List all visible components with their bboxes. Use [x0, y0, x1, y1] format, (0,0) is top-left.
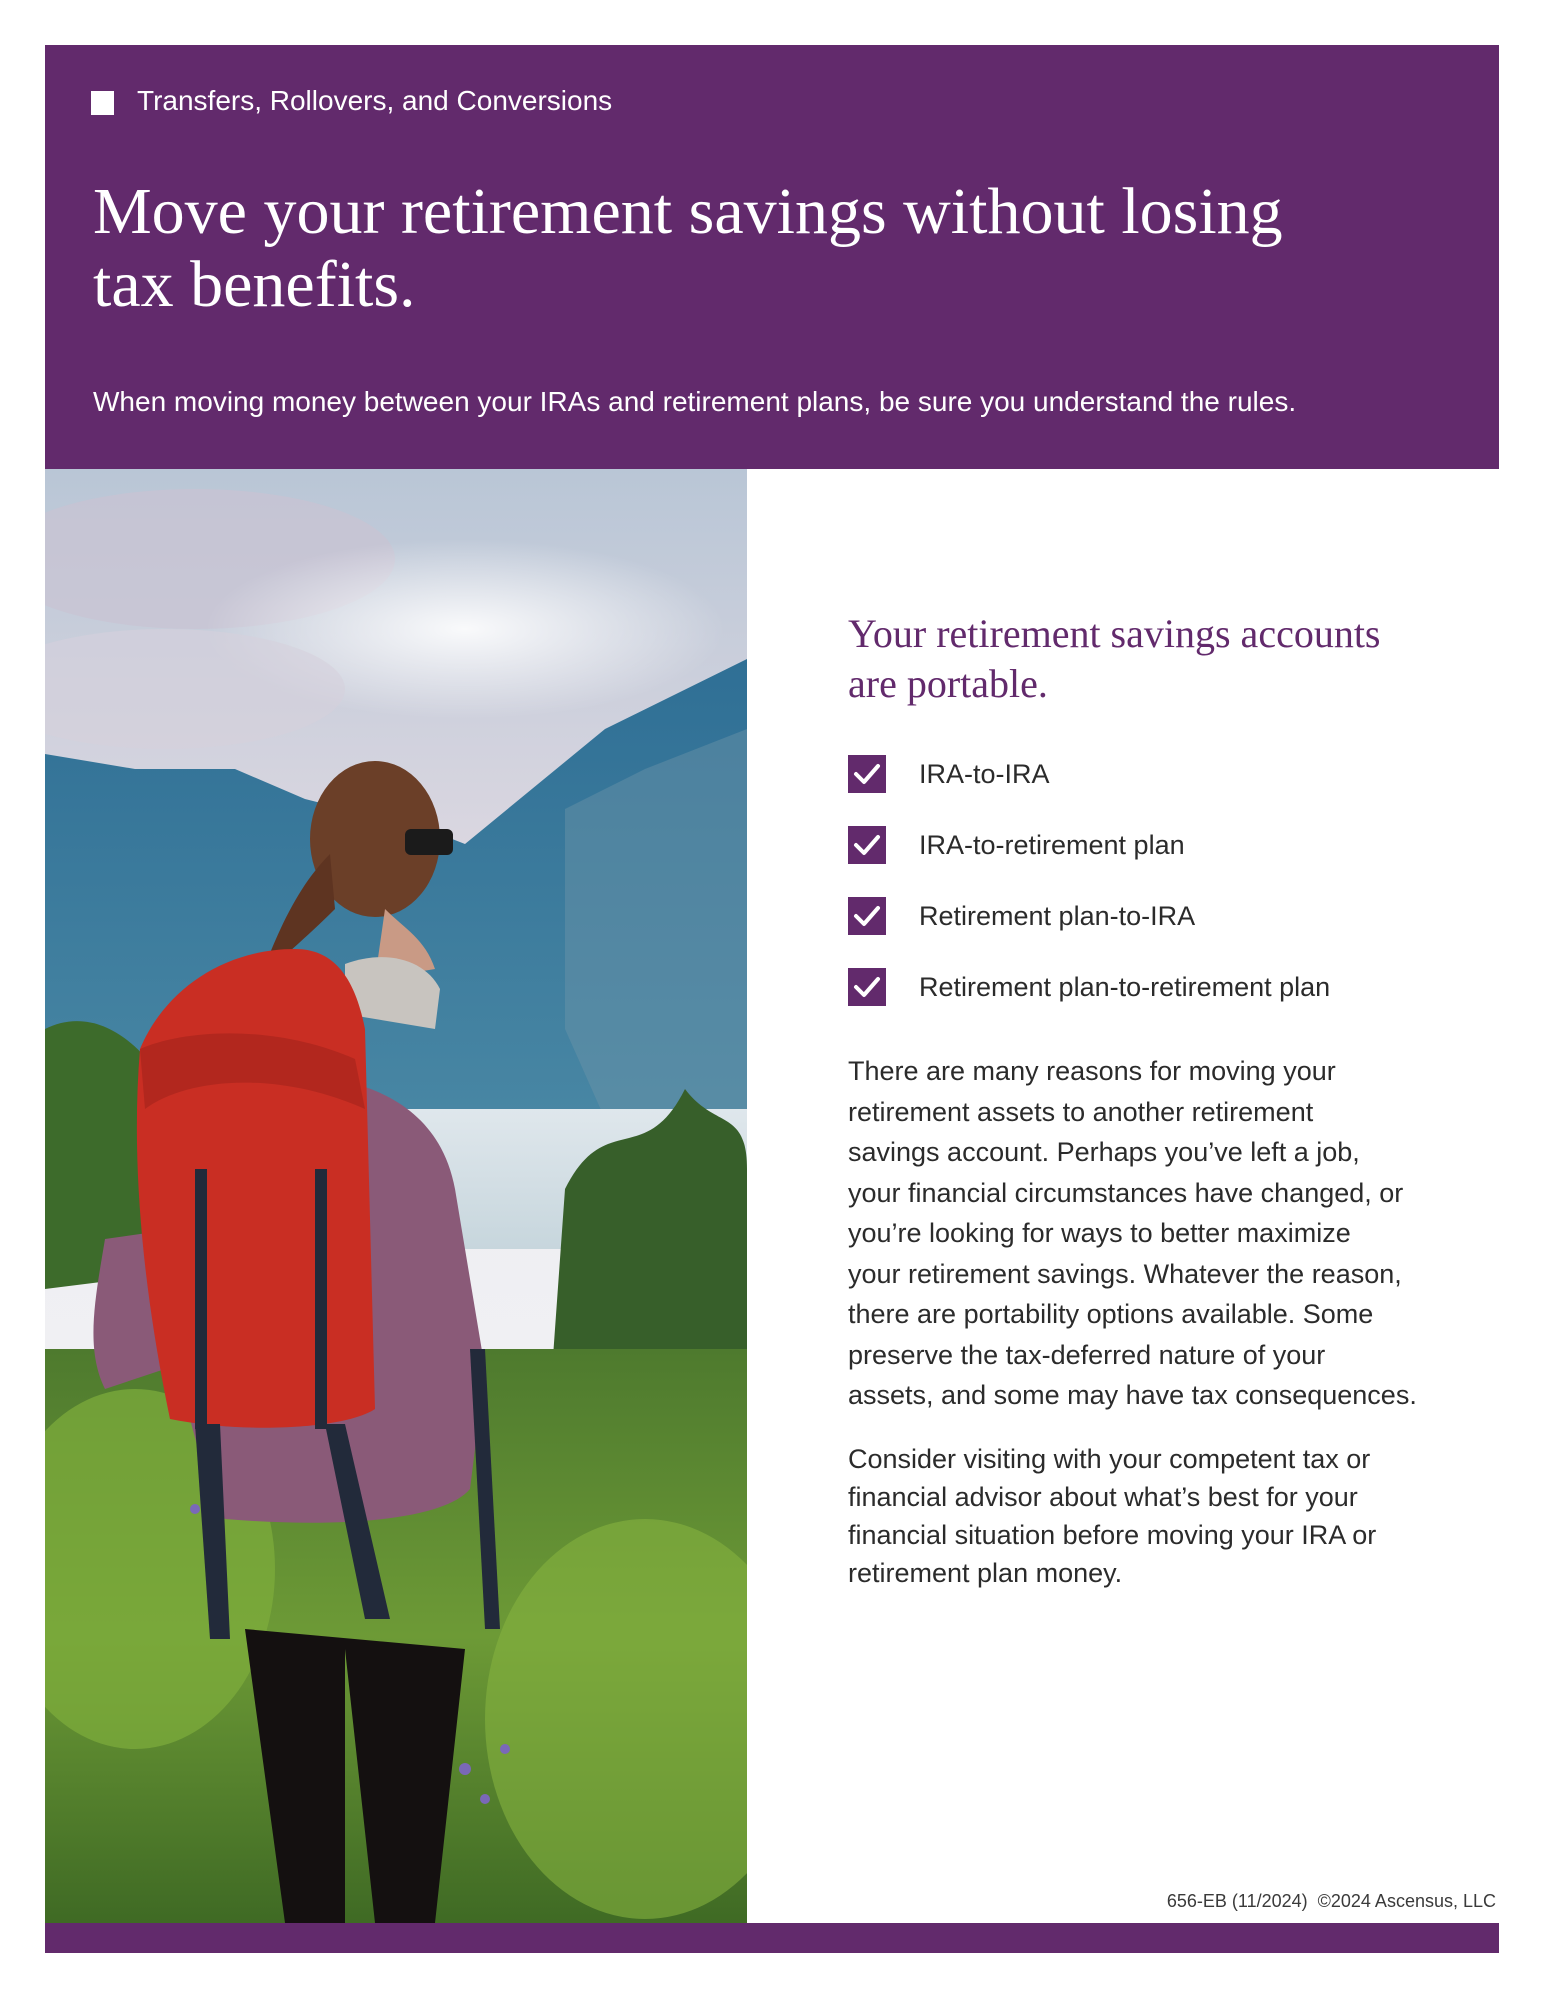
paragraph-line: there are portability options available. Some	[848, 1299, 1374, 1329]
paragraph-line: There are many reasons for moving your	[848, 1056, 1336, 1086]
square-bullet-icon	[91, 91, 114, 115]
paragraph-line: your financial circumstances have changed, or	[848, 1177, 1404, 1208]
hiker-photo	[45, 469, 747, 1923]
checkbox-checked-icon	[848, 968, 886, 1006]
checklist-item	[848, 826, 1330, 897]
advisor-paragraph	[848, 1440, 1376, 1592]
paragraph-line: retirement plan money.	[848, 1558, 1123, 1588]
paragraph-line: your retirement savings. Whatever the reason,	[848, 1258, 1402, 1289]
checklist-item-label: IRA-to-retirement plan	[919, 830, 1185, 860]
header-banner	[45, 45, 1499, 469]
category-label: Transfers, Rollovers, and Conversions	[137, 85, 613, 116]
page-title-line: Move your retirement savings without losing	[93, 175, 1283, 248]
portability-checklist	[848, 755, 1330, 1039]
paragraph-line: you’re looking for ways to better maximize	[848, 1218, 1351, 1248]
page-title-line: tax benefits.	[93, 248, 416, 321]
section-heading-line: are portable.	[848, 661, 1048, 706]
page-title	[93, 175, 1283, 321]
footer-bar	[45, 1923, 1499, 1953]
checklist-item	[848, 897, 1330, 968]
paragraph-line: financial situation before moving your IRA or	[848, 1520, 1377, 1550]
checklist-item	[848, 755, 1330, 826]
paragraph-line: preserve the tax-deferred nature of your	[848, 1339, 1326, 1370]
reasons-paragraph	[848, 1051, 1417, 1416]
section-heading-line: Your retirement savings accounts	[848, 611, 1381, 656]
paragraph-line: assets, and some may have tax consequences.	[848, 1380, 1417, 1410]
checkbox-checked-icon	[848, 897, 886, 935]
section-heading	[848, 609, 1381, 709]
checkbox-checked-icon	[848, 755, 886, 793]
paragraph-line: financial advisor about what’s best for your	[848, 1482, 1358, 1512]
checkbox-checked-icon	[848, 826, 886, 864]
checklist-item-label: Retirement plan-to-IRA	[919, 901, 1196, 931]
checklist-item-label: Retirement plan-to-retirement plan	[919, 972, 1331, 1002]
footer-copyright: 656-EB (11/2024) ©2024 Ascensus, LLC	[1166, 1891, 1496, 1911]
checklist-item-label: IRA-to-IRA	[919, 759, 1050, 789]
paragraph-line: retirement assets to another retirement	[848, 1096, 1314, 1127]
paragraph-line: Consider visiting with your competent tax or	[848, 1444, 1371, 1474]
page-subtitle: When moving money between your IRAs and retirement plans, be sure you understand the rules.	[93, 386, 1297, 417]
checklist-item	[848, 968, 1330, 1039]
paragraph-line: savings account. Perhaps you’ve left a job,	[848, 1137, 1360, 1167]
